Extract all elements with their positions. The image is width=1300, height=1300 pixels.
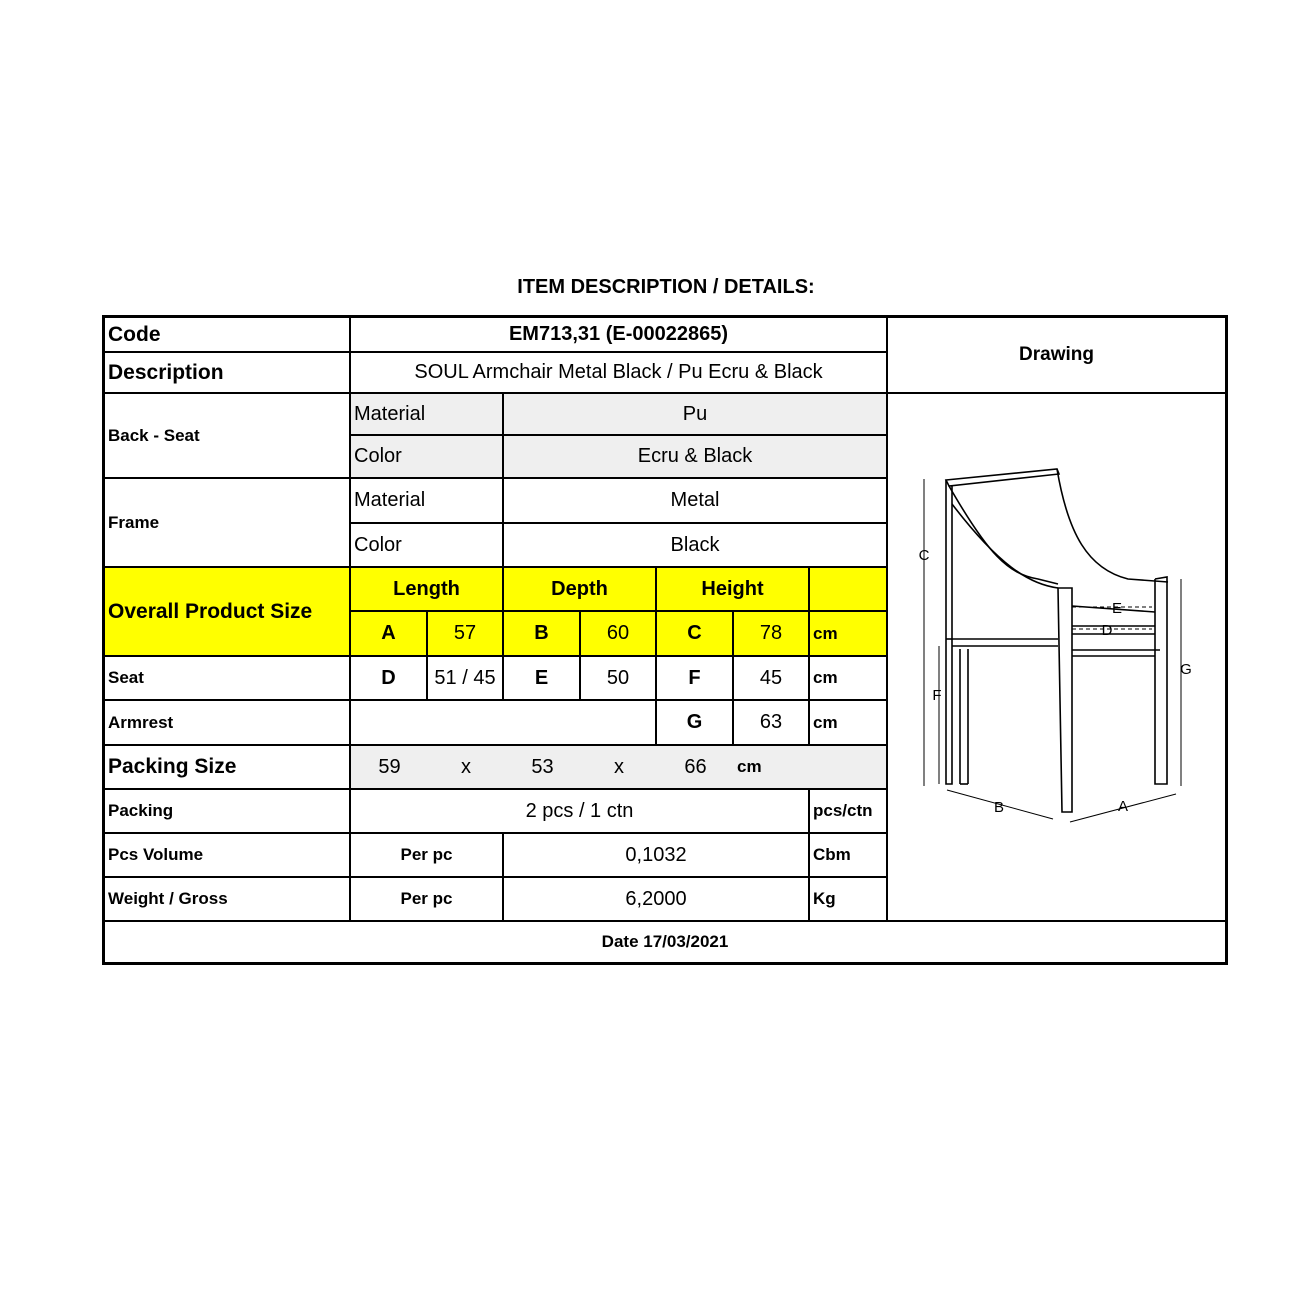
weight-per: Per pc: [351, 878, 504, 922]
drawing-header: Drawing: [888, 318, 1225, 394]
packing-width: 53: [531, 755, 554, 778]
armrest-unit: cm: [810, 701, 888, 746]
dim-d-value: 51 / 45: [428, 657, 504, 701]
back-seat-color-label: Color: [351, 436, 504, 479]
chair-drawing: [888, 394, 1225, 922]
pcs-volume-value: 0,1032: [504, 834, 810, 878]
description-value: SOUL Armchair Metal Black / Pu Ecru & Black: [351, 353, 888, 394]
drawing-label-a: A: [1117, 798, 1129, 815]
length-header: Length: [351, 568, 504, 612]
packing-height: 66: [684, 755, 707, 778]
frame-material-value: Metal: [504, 479, 888, 524]
frame-color-value: Black: [504, 524, 888, 568]
weight-unit: Kg: [810, 878, 888, 922]
code-value: EM713,31 (E-00022865): [351, 318, 888, 353]
footer-date: Date 17/03/2021: [601, 932, 729, 951]
overall-blank: [810, 568, 888, 612]
weight-value: 6,2000: [504, 878, 810, 922]
spec-table: [102, 315, 1228, 965]
dim-c-value: 78: [734, 612, 810, 657]
packing-unit: pcs/ctn: [810, 790, 888, 834]
height-header: Height: [657, 568, 810, 612]
packing-label: Packing: [105, 790, 351, 834]
dim-e-value: 50: [581, 657, 657, 701]
dim-f-letter: F: [657, 657, 734, 701]
frame-color-label: Color: [351, 524, 504, 568]
dim-f-value: 45: [734, 657, 810, 701]
packing-size-unit: cm: [737, 757, 762, 776]
pcs-volume-unit: Cbm: [810, 834, 888, 878]
dim-g-value: 63: [734, 701, 810, 746]
packing-size-label: Packing Size: [105, 746, 351, 790]
dim-b-value: 60: [581, 612, 657, 657]
drawing-label-b: B: [993, 799, 1005, 816]
dim-a-value: 57: [428, 612, 504, 657]
seat-label: Seat: [105, 657, 351, 701]
armrest-blank: [351, 701, 657, 746]
dim-d-letter: D: [351, 657, 428, 701]
page-title: ITEM DESCRIPTION / DETAILS:: [517, 276, 815, 298]
code-label: Code: [105, 318, 351, 353]
frame-label: Frame: [105, 479, 351, 568]
drawing-label-g: G: [1180, 661, 1192, 678]
depth-header: Depth: [504, 568, 657, 612]
armrest-label: Armrest: [105, 701, 351, 746]
dim-c-letter: C: [657, 612, 734, 657]
dim-a-letter: A: [351, 612, 428, 657]
drawing-label-c: C: [918, 547, 930, 564]
drawing-area: [888, 394, 1225, 922]
drawing-label-d: D: [1101, 622, 1113, 639]
dim-g-letter: G: [657, 701, 734, 746]
description-label: Description: [105, 353, 351, 394]
packing-size-values: [351, 746, 888, 790]
packing-x2: x: [614, 755, 624, 778]
back-seat-material-label: Material: [351, 394, 504, 436]
packing-length: 59: [378, 755, 401, 778]
pcs-volume-label: Pcs Volume: [105, 834, 351, 878]
drawing-label-f: F: [932, 687, 942, 704]
dim-b-letter: B: [504, 612, 581, 657]
frame-material-label: Material: [351, 479, 504, 524]
back-seat-color-value: Ecru & Black: [504, 436, 888, 479]
weight-label: Weight / Gross: [105, 878, 351, 922]
packing-value: 2 pcs / 1 ctn: [351, 790, 810, 834]
overall-size-label: Overall Product Size: [105, 568, 351, 657]
overall-unit: cm: [810, 612, 888, 657]
seat-unit: cm: [810, 657, 888, 701]
dim-e-letter: E: [504, 657, 581, 701]
drawing-label-e: E: [1111, 600, 1123, 617]
back-seat-material-value: Pu: [504, 394, 888, 436]
back-seat-label: Back - Seat: [105, 394, 351, 479]
packing-x1: x: [461, 755, 471, 778]
pcs-volume-per: Per pc: [351, 834, 504, 878]
